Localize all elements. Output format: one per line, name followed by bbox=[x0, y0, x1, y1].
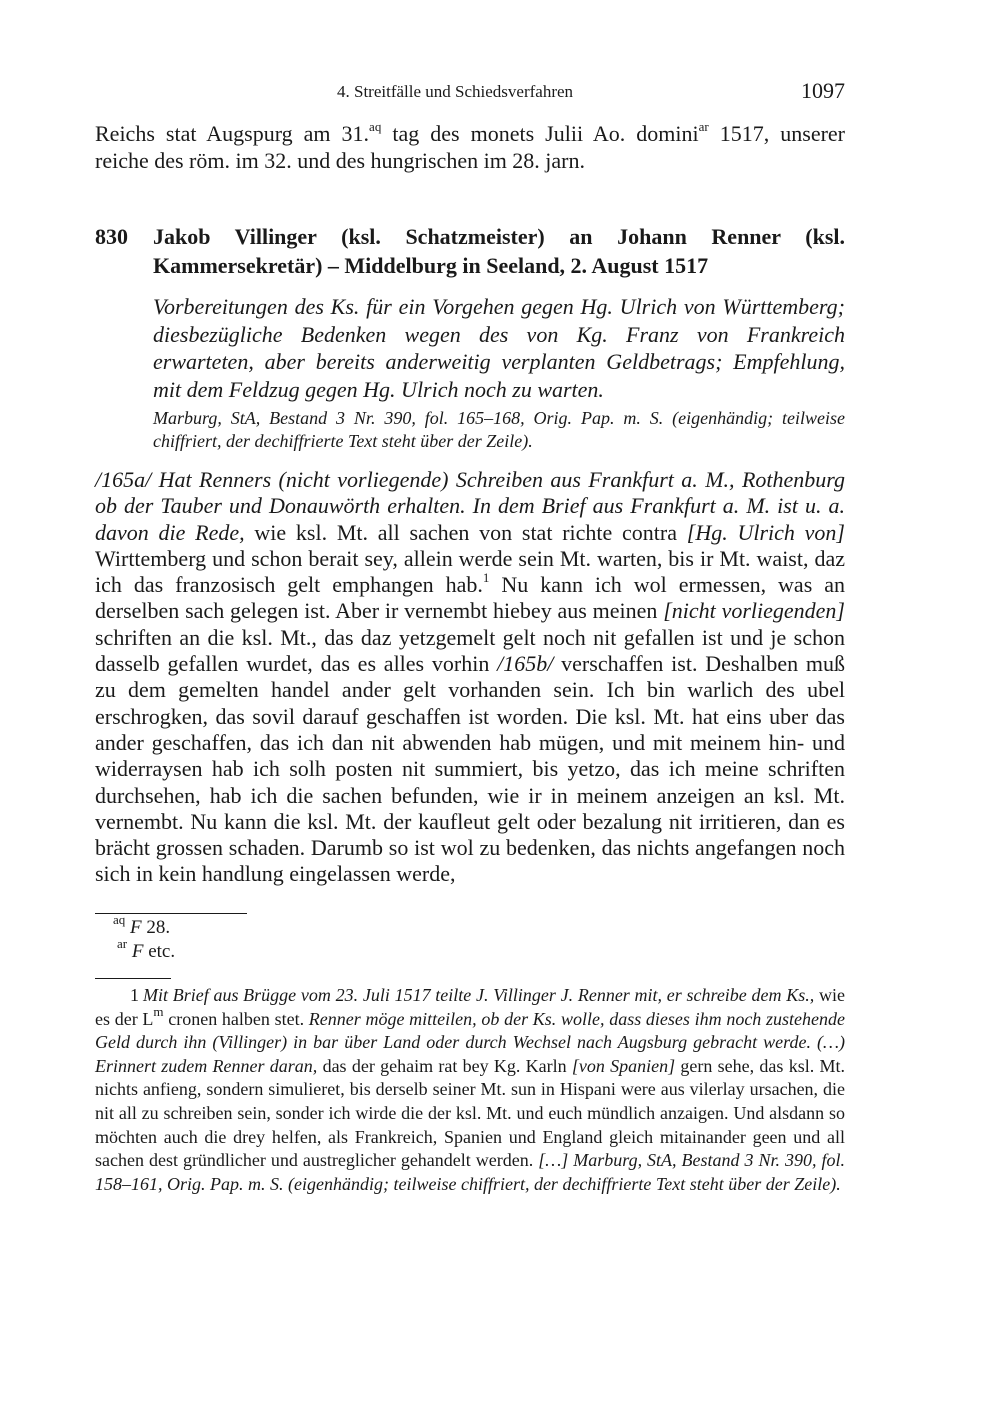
footnote-editorial-text: […] Marburg, StA, Bestand 3 Nr. 390, fol. 158–161, Orig. Pap. m. S. (eigenhändig; teilweise chiffriert, der dechiffrierte Text steht über der Zeile). bbox=[95, 1150, 845, 1194]
footnote-text: cronen halben stet. bbox=[163, 1008, 309, 1029]
apparatus-ref-aq: aq bbox=[369, 118, 382, 134]
running-head bbox=[95, 78, 845, 108]
running-title: 4. Streitfälle und Schiedsverfahren bbox=[337, 82, 574, 101]
document-summary: Vorbereitungen des Ks. für ein Vorgehen gegen Hg. Ulrich von Württemberg; diesbezügliche Bedenken wegen des von Kg. Franz von Frankreich erwarteten, aber bereits anderweitig verplanten Geldbetrags; Empfehlung, mit dem Feldzug gegen Hg. Ulrich noch zu warten. bbox=[153, 294, 845, 402]
body-text: schriften an die ksl. Mt., das daz yetzgemelt gelt noch nit gefallen ist und je schon dasselb gefallen wurdet, das es alles vorhin bbox=[95, 624, 845, 677]
body-text: wie ksl. Mt. all sachen von stat richte contra bbox=[244, 519, 687, 545]
apparatus-mark: ar bbox=[117, 935, 128, 951]
body-text: verschaffen ist. Deshalben muß zu dem gemelten handel ander gelt vorhanden sein. Ich bin warlich des ubel erschrogken, das sovil darauf geschaffen ist worden. Die ksl. Mt. hat eins uber das ander geschaffen, das ich dan nit abwenden hab mügen, und mit meinem hin- und widerraysen hab ich solh posten nit summiert, bis yetzo, das ich meine schriften durchsehen, hab ich die sachen befunden, wie ir in meinem anzeigen an ksl. Mt. vernembt. Nu kann die ksl. Mt. der kaufleut gelt oder bezalung nit irritieren, dan es brächt grossen schaden. Darumb so ist wol zu bedenken, das nichts angefangen noch sich in kein handlung eingelassen werde, bbox=[95, 651, 845, 887]
body-editorial-text: [nicht vorliegenden] bbox=[663, 598, 845, 624]
apparatus-note-ar bbox=[117, 935, 176, 963]
body-editorial-text: [Hg. Ulrich von] bbox=[686, 519, 845, 545]
document-source: Marburg, StA, Bestand 3 Nr. 390, fol. 165–168, Orig. Pap. m. S. (eigenhändig; teilweise chiffriert, der dechiffrierte Text steht über der Zeile). bbox=[153, 408, 845, 451]
document-title: Jakob Villinger (ksl. Schatzmeister) an Johann Renner (ksl. Kammersekretär) – Middelburg in Seeland, 2. August 1517 bbox=[153, 224, 845, 278]
footnote-1 bbox=[95, 984, 845, 1196]
document-body bbox=[95, 467, 845, 888]
apparatus-witness: F bbox=[131, 941, 144, 962]
apparatus-ref-ar: ar bbox=[698, 118, 709, 134]
footnote-text: gern sehe, das ksl. Mt. nichts anfieng, sondern simulieret, bis derselb seiner Mt. sun in Hispani were aus vilerlay ursachen, die nit all zu schreiben sein, sonder ich wirde die der ksl. Mt. und euch mündlich anzaigen. Und alsdann so möchten auch die drey helfen, als Frankreich, Spanien und England gleich mitainander geen und all sachen dest gründlicher und austreglicher gehandelt werden. bbox=[95, 1055, 845, 1171]
footnote-editorial-text: Mit Brief aus Brügge vom 23. Juli 1517 teilte J. Villinger J. Renner mit, er schreibe dem Ks., bbox=[143, 985, 815, 1005]
continuation-text: 1517, unserer bbox=[708, 121, 845, 146]
apparatus-witness: F bbox=[130, 917, 142, 938]
footnote-ref-1: 1 bbox=[482, 569, 490, 585]
footnote-text: wie es der L bbox=[95, 985, 845, 1029]
footnote-sup: m bbox=[153, 1003, 164, 1019]
continuation-text: Reichs stat Augspurg am 31. bbox=[95, 121, 370, 146]
folio-marker: /165b/ bbox=[497, 651, 554, 677]
body-text: Nu kann ich wol ermessen, was an derselben sach gelegen ist. Aber ir vernembt hiebey aus meinen bbox=[95, 572, 845, 624]
continuation-line-1 bbox=[95, 118, 845, 147]
continuation-text: tag des monets Julii Ao. domini bbox=[381, 121, 699, 146]
body-text: Wirttemberg und schon berait sey, allein werde sein Mt. warten, bis ir Mt. waist, daz ich das franzosisch gelt emphangen hab. bbox=[95, 545, 845, 598]
footnote-rule bbox=[95, 978, 171, 979]
apparatus-text: etc. bbox=[143, 941, 176, 962]
footnote-editorial-text: [von Spanien] bbox=[571, 1055, 676, 1076]
footnote-number: 1 bbox=[130, 985, 139, 1005]
footnote-text: das der gehaim rat bey Kg. Karln bbox=[317, 1055, 572, 1076]
page-number: 1097 bbox=[801, 78, 845, 103]
body-editorial-text: /165a/ Hat Renners (nicht vorliegende) Schreiben aus Frankfurt a. M., Rothenburg ob der Tauber und Donauwörth erhalten. In dem Brief aus Frankfurt a. M. ist u. a. davon die Rede, bbox=[95, 467, 845, 545]
apparatus-text: 28. bbox=[141, 917, 171, 938]
apparatus-mark: aq bbox=[113, 911, 126, 927]
footnote-editorial-text: Renner möge mitteilen, ob der Ks. wolle, dass dieses ihm noch zustehende Geld durch ihn (Villinger) in bar über Land oder durch Wechsel nach Augsburg gebracht werde. (…) Erinnert zudem Renner daran, bbox=[95, 1008, 845, 1076]
document-number: 830 bbox=[95, 224, 128, 249]
continuation-line-2: reiche des röm. im 32. und des hungrischen im 28. jarn. bbox=[95, 148, 586, 173]
